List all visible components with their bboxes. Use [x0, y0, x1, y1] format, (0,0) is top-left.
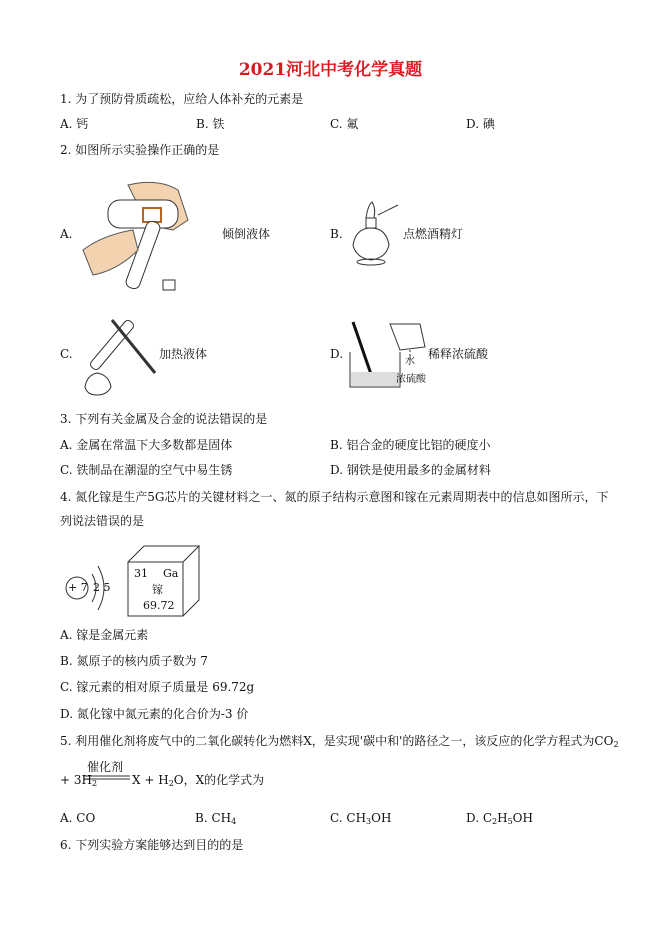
- q1-option-d: D. 碘: [466, 117, 495, 131]
- q2-option-c-caption: 加热液体: [159, 347, 208, 361]
- question-5-stem: [60, 734, 619, 752]
- q2-option-b-letter: B.: [330, 227, 343, 241]
- opt-text: C. CH: [330, 811, 367, 825]
- eq-tail: O，X的化学式为: [173, 773, 265, 787]
- opt-sub: 2: [492, 817, 498, 826]
- opt-text: D. C: [466, 811, 493, 825]
- q5-option-b: [195, 811, 236, 829]
- opt-sub: 5: [507, 817, 513, 826]
- opt-text: H: [497, 811, 508, 825]
- q2-option-d-letter: D.: [330, 347, 344, 361]
- element-symbol: Ga: [163, 567, 179, 580]
- opt-text: A. CO: [60, 811, 96, 825]
- eq-right-sub: 2: [168, 779, 174, 788]
- question-1-stem: 1. 为了预防骨质疏松，应给人体补充的元素是: [60, 92, 304, 106]
- page-title: 2021河北中考化学真题: [238, 60, 423, 80]
- q2-option-c-letter: C.: [60, 347, 73, 361]
- question-4-stem-cont: 列说法错误的是: [60, 514, 145, 528]
- q2-option-d-caption: 稀释浓硫酸: [428, 347, 489, 361]
- opt-sub: 4: [231, 817, 237, 826]
- question-6-stem: 6. 下列实验方案能够达到目的的是: [60, 838, 244, 852]
- equation-right: [132, 773, 264, 791]
- atom-shells: 2 5: [93, 581, 111, 594]
- heat-liquid-figure: [77, 315, 157, 400]
- eq-right-text: X + H: [132, 773, 169, 787]
- q4-option-b: B. 氮原子的核内质子数为 7: [60, 654, 208, 668]
- element-mass: 69.72: [143, 599, 175, 612]
- q5-option-a: [60, 811, 95, 825]
- q4-option-c: C. 镓元素的相对原子质量是 69.72g: [60, 680, 255, 694]
- q5-option-c: [330, 811, 391, 829]
- q5-stem-sub: 2: [613, 740, 619, 749]
- opt-text: B. CH: [195, 811, 232, 825]
- conc-acid-label: 浓硫酸: [396, 374, 426, 385]
- opt-text: OH: [371, 811, 392, 825]
- q5-stem-text: 5. 利用催化剂将废气中的二氧化碳转化为燃料X，是实现'碳中和'的路径之一，该反应的化学方程式为CO: [60, 734, 614, 748]
- q2-option-a-caption: 倾倒液体: [222, 227, 271, 241]
- q3-option-b: B. 铝合金的硬度比铝的硬度小: [330, 438, 491, 452]
- eq-left-sub: 2: [91, 779, 98, 788]
- eq-left-text: + 3H: [60, 773, 92, 787]
- element-name: 镓: [152, 583, 163, 596]
- pour-liquid-figure: [78, 180, 198, 295]
- q4-option-a: A. 镓是金属元素: [60, 628, 149, 642]
- q1-option-a: A. 钙: [60, 117, 89, 131]
- q3-option-d: D. 钢铁是使用最多的金属材料: [330, 463, 491, 477]
- q4-option-d: D. 氮化镓中氮元素的化合价为-3 价: [60, 707, 249, 721]
- q1-option-c: C. 氟: [330, 117, 359, 131]
- question-4-stem: 4. 氮化镓是生产5G芯片的关键材料之一、氮的原子结构示意图和镓在元素周期表中的信息如图所示，下: [60, 490, 609, 504]
- q5-option-d: [466, 811, 533, 829]
- equation-left: [60, 773, 97, 791]
- question-3-stem: 3. 下列有关金属及合金的说法错误的是: [60, 412, 268, 426]
- alcohol-lamp-figure: [348, 200, 398, 270]
- q2-option-a-letter: A.: [60, 227, 73, 241]
- opt-sub: 3: [366, 817, 372, 826]
- element-number: 31: [134, 567, 148, 580]
- atom-nucleus: + 7: [68, 581, 88, 594]
- opt-text: OH: [512, 811, 533, 825]
- catalyst-label: 催化剂: [86, 760, 123, 774]
- q3-option-c: C. 铁制品在潮湿的空气中易生锈: [60, 463, 233, 477]
- question-2-stem: 2. 如图所示实验操作正确的是: [60, 143, 220, 157]
- q1-option-b: B. 铁: [196, 117, 225, 131]
- water-label: 水: [405, 356, 415, 367]
- q2-option-b-caption: 点燃酒精灯: [403, 227, 464, 241]
- q3-option-a: A. 金属在常温下大多数都是固体: [60, 438, 233, 452]
